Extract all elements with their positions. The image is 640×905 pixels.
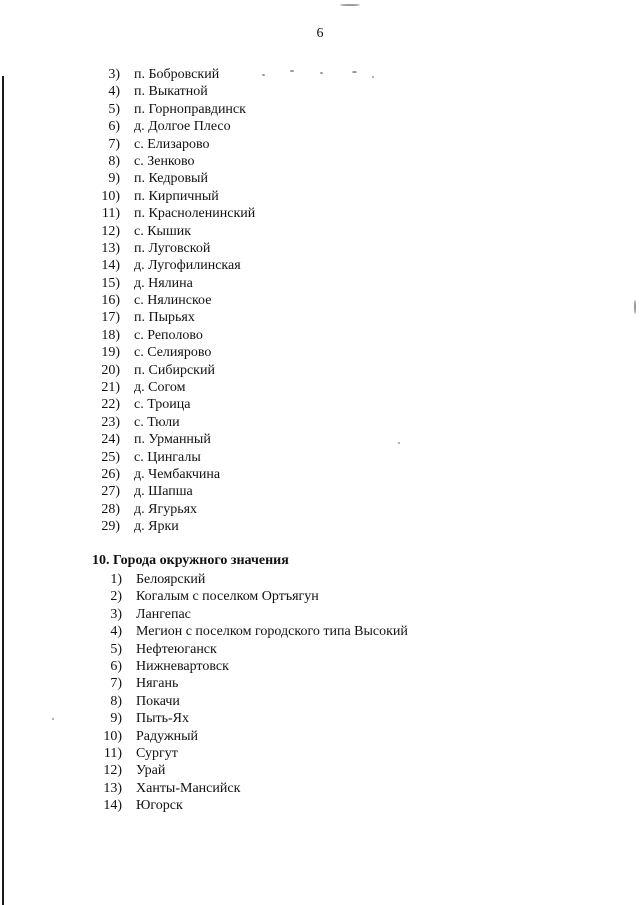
item-name: Нефтеюганск <box>136 641 217 657</box>
item-name: с. Тюли <box>134 414 180 430</box>
item-name: д. Согом <box>134 380 186 396</box>
item-number: 26) <box>101 466 120 482</box>
item-name: п. Выкатной <box>134 84 208 100</box>
item-number: 29) <box>101 519 120 535</box>
item-number: 9) <box>108 171 120 187</box>
item-number: 23) <box>101 414 120 430</box>
item-number: 8) <box>110 693 122 709</box>
item-name: с. Селиярово <box>134 345 212 361</box>
item-name: д. Долгое Плесо <box>134 119 231 135</box>
scan-speck <box>634 300 636 314</box>
scan-speck <box>290 70 294 72</box>
item-number: 4) <box>108 84 120 100</box>
item-name: д. Шапша <box>134 484 193 500</box>
item-name: п. Сибирский <box>134 362 215 378</box>
item-name: с. Елизарово <box>134 136 210 152</box>
item-name: п. Кирпичный <box>134 188 219 204</box>
item-name: Белоярский <box>136 572 206 587</box>
item-number: 3) <box>110 606 122 622</box>
item-number: 7) <box>110 676 122 692</box>
item-name: д. Ягурьях <box>134 501 198 517</box>
scan-speck <box>352 71 357 73</box>
item-name: п. Пырьях <box>134 310 195 326</box>
item-number: 24) <box>101 432 120 448</box>
item-name: п. Красноленинский <box>134 206 256 222</box>
item-number: 9) <box>110 711 122 727</box>
item-number: 28) <box>101 501 120 517</box>
item-number: 3) <box>108 67 120 82</box>
item-name: с. Цингалы <box>134 449 201 465</box>
item-name: с. Зенково <box>134 153 195 169</box>
item-name: Мегион с поселком городского типа Высокий <box>136 624 408 640</box>
item-name: с. Кышик <box>134 223 192 239</box>
item-name: с. Троица <box>134 397 191 413</box>
item-number: 18) <box>101 327 120 343</box>
item-number: 14) <box>103 798 122 814</box>
item-number: 10) <box>101 188 120 204</box>
item-number: 6) <box>110 658 122 674</box>
item-name: Когалым с поселком Ортъягун <box>136 589 319 605</box>
item-number: 22) <box>101 397 120 413</box>
item-name: Пыть-Ях <box>136 711 190 727</box>
item-name: Нягань <box>136 676 179 692</box>
item-number: 2) <box>110 589 122 605</box>
item-number: 27) <box>101 484 120 500</box>
item-number: 20) <box>101 362 120 378</box>
section-heading: 10. Города окружного значения <box>92 553 289 568</box>
item-name: Нижневартовск <box>136 658 229 674</box>
item-name: п. Бобровский <box>134 67 220 82</box>
item-number: 11) <box>101 206 120 222</box>
item-name: д. Ярки <box>134 519 179 535</box>
item-name: п. Кедровый <box>134 171 208 187</box>
item-number: 5) <box>110 641 122 657</box>
item-name: Ханты-Мансийск <box>136 780 241 796</box>
item-number: 4) <box>110 624 122 640</box>
item-number: 25) <box>101 449 120 465</box>
item-name: с. Нялинское <box>134 293 212 309</box>
item-name: Радужный <box>136 728 199 744</box>
item-number: 1) <box>110 572 122 587</box>
item-name: п. Луговской <box>134 240 211 256</box>
item-name: Лангепас <box>136 606 191 622</box>
scan-speck <box>52 718 54 720</box>
item-name: с. Реполово <box>134 327 203 343</box>
item-number: 8) <box>108 153 120 169</box>
scan-speck <box>398 442 400 444</box>
scan-speck <box>320 72 323 74</box>
item-name: Сургут <box>136 745 178 761</box>
item-number: 16) <box>101 293 120 309</box>
item-name: п. Урманный <box>134 432 211 448</box>
item-number: 5) <box>108 101 120 117</box>
item-number: 19) <box>101 345 120 361</box>
scan-speck <box>340 4 360 6</box>
item-number: 6) <box>108 119 120 135</box>
item-number: 13) <box>103 780 122 796</box>
item-name: Покачи <box>136 693 180 709</box>
item-name: д. Чембакчина <box>134 466 221 482</box>
item-number: 10) <box>103 728 122 744</box>
scan-speck <box>372 76 374 78</box>
item-name: п. Горноправдинск <box>134 101 246 117</box>
item-number: 17) <box>101 310 120 326</box>
item-number: 15) <box>101 275 120 291</box>
item-name: Югорск <box>136 798 183 814</box>
item-number: 12) <box>103 763 122 779</box>
item-name: д. Нялина <box>134 275 193 291</box>
item-number: 13) <box>101 240 120 256</box>
item-name: д. Лугофилинская <box>134 258 241 274</box>
item-name: Урай <box>136 763 166 779</box>
page-number: 6 <box>316 26 324 41</box>
scan-speck <box>262 74 265 76</box>
item-number: 21) <box>101 380 120 396</box>
item-number: 12) <box>101 223 120 239</box>
item-number: 11) <box>103 745 122 761</box>
item-number: 14) <box>101 258 120 274</box>
item-number: 7) <box>108 136 120 152</box>
scan-border-line <box>2 76 4 905</box>
